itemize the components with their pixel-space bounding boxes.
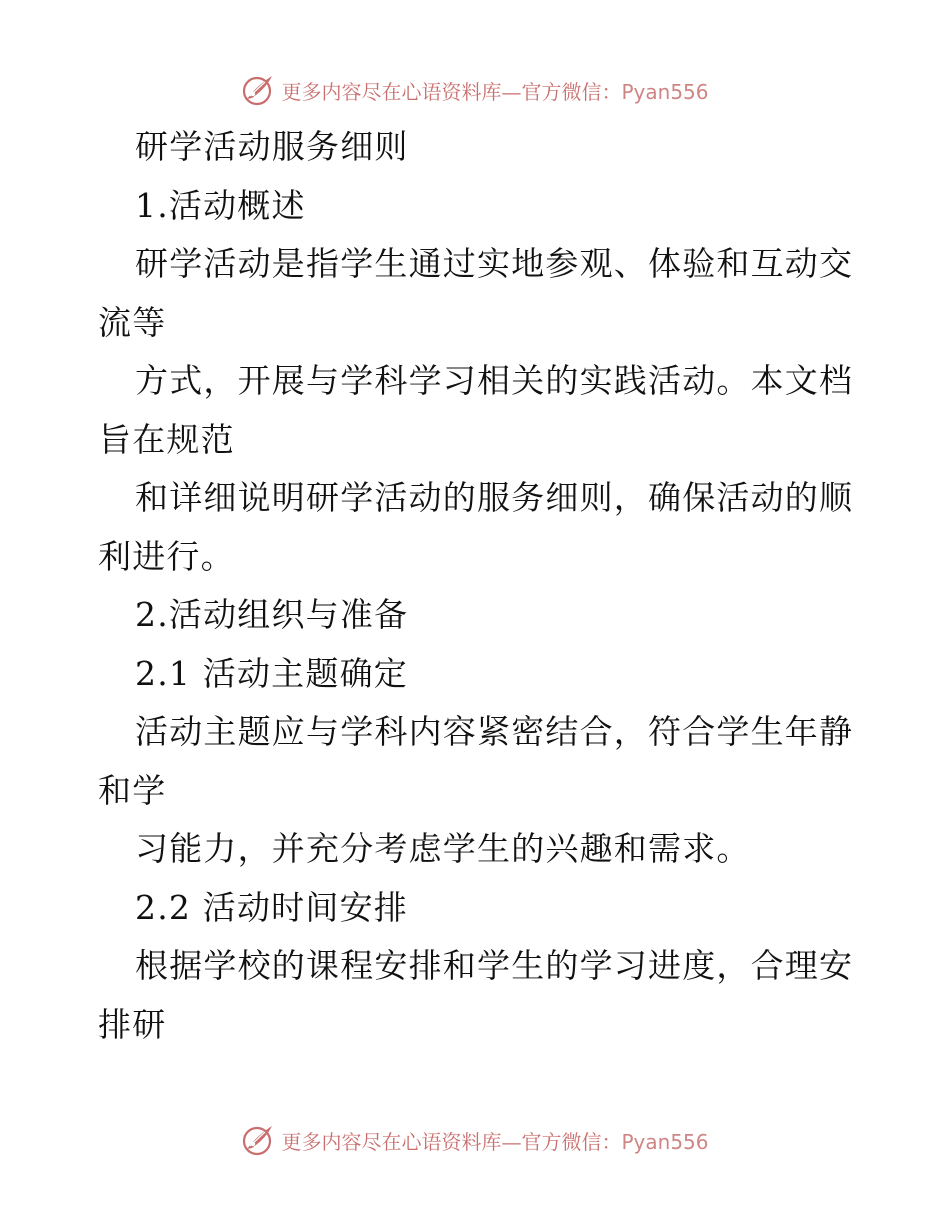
- watermark-separator: —: [501, 1129, 522, 1154]
- text-line: 研学活动是指学生通过实地参观、体验和互动交: [135, 244, 854, 283]
- text-line: 研学活动服务细则: [135, 127, 409, 166]
- header-watermark: [0, 70, 950, 110]
- footer-watermark: [0, 1120, 950, 1160]
- watermark-text: [281, 76, 708, 105]
- text-line: 2.活动组织与准备: [135, 595, 409, 634]
- text-line: 2.2 活动时间安排: [135, 887, 408, 927]
- text-line: 利进行。: [98, 536, 235, 576]
- quill-logo-icon: [241, 73, 275, 107]
- text-line: 习能力，并充分考虑学生的兴趣和需求。: [135, 829, 751, 868]
- watermark-text: [281, 1126, 708, 1155]
- watermark-sub: 官方微信：: [521, 1129, 622, 1154]
- text-line: 2.1 活动主题确定: [135, 653, 408, 693]
- watermark-main: 更多内容尽在心语资料库: [281, 79, 502, 104]
- text-line: 根据学校的课程安排和学生的学习进度，合理安: [135, 946, 854, 985]
- text-line: 活动主题应与学科内容紧密结合，符合学生年静: [135, 712, 854, 751]
- watermark-id: Pyan556: [621, 1129, 709, 1154]
- watermark-sub: 官方微信：: [521, 79, 622, 104]
- text-line: 1.活动概述: [135, 185, 306, 225]
- text-line: 旨在规范: [98, 419, 235, 459]
- quill-logo-icon: [241, 1123, 275, 1157]
- watermark-separator: —: [501, 79, 522, 104]
- watermark-main: 更多内容尽在心语资料库: [281, 1129, 502, 1154]
- text-line: 方式，开展与学科学习相关的实践活动。本文档: [135, 361, 854, 400]
- text-line: 和学: [98, 770, 167, 810]
- text-line: 和详细说明研学活动的服务细则，确保活动的顺: [135, 478, 854, 517]
- text-line: 排研: [98, 1004, 167, 1044]
- watermark-id: Pyan556: [621, 79, 709, 104]
- document-body: [98, 118, 858, 1054]
- text-line: 流等: [98, 302, 167, 342]
